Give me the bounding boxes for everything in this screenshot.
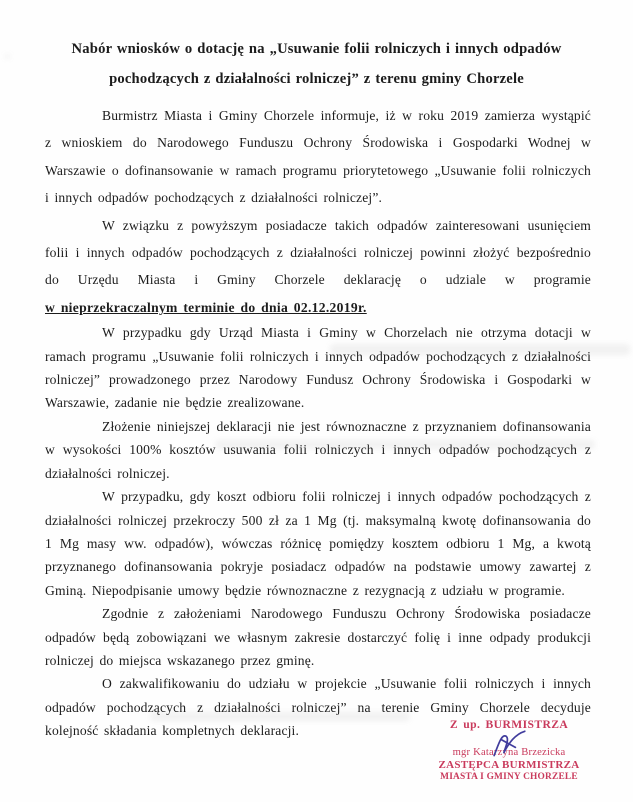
page-title-line-1: Nabór wniosków o dotację na „Usuwanie folii rolniczych i innych odpadów: [71, 41, 562, 57]
page-title: [40, 34, 593, 94]
paragraph-no-guarantee: Złożenie niniejszej deklaracji nie jest równoznaczne z przyznaniem dofinansowania w wysokości 100% kosztów usuwania folii rolniczych i innych odpadów pochodzących z działalności rolniczej.: [45, 418, 591, 481]
handwritten-signature-icon: [487, 728, 532, 760]
document-body-top: [45, 102, 591, 321]
signature-name: mgr Katarzyna Brzezicka: [452, 746, 566, 758]
paragraph-qualification-order: O zakwalifikowaniu do udziału w projekcie „Usuwanie folii rolniczych i innych odpadów pochodzących z działalności rolniczej” na terenie Gminy Chorzele decyduje kolejność składania kompletnych deklaracji.: [45, 676, 591, 739]
document-body-bottom: [45, 321, 591, 742]
signature-role-title: ZASTĘPCA BURMISTRZA: [438, 759, 580, 772]
paragraph-cost-over-limit: W przypadku, gdy koszt odbioru folii rolniczej i innych odpadów pochodzących z działalności rolniczej przekroczy 500 zł za 1 Mg (tj. maksymalną kwotę dofinansowania do 1 Mg masy ww. odpadów), wówczas różnicę pomiędzy kosztem odbioru 1 Mg, a kwotą przyznanego dofinansowania pokryje posiadacz odpadów na podstawie umowy zawartej z Gminą. Niepodpisanie umowy będzie równoznaczne z rezygnacją z udziału w programie.: [45, 489, 591, 598]
page-title-line-2: pochodzących z działalności rolniczej” z terenu gminy Chorzele: [109, 71, 524, 87]
paragraph-no-grant: W przypadku gdy Urząd Miasta i Gminy w Chorzelach nie otrzyma dotacji w ramach programu „Usuwanie folii rolniczych i innych odpadów pochodzących z działalności rolniczej” prowadzonego przez Narodowy Fundusz Ochrony Środowiska i Gospodarki w Warszawie, zadanie nie będzie zrealizowane.: [45, 325, 591, 411]
signature-authorization: Z up. BURMISTRZA: [449, 718, 569, 731]
scan-speck: [5, 54, 10, 59]
deadline-emphasis: w nieprzekraczalnym terminie do dnia 02.12.2019r.: [45, 299, 367, 315]
signature-stamp-block: [430, 719, 588, 783]
paragraph-delivery-obligation: Zgodnie z założeniami Narodowego Funduszu Ochrony Środowiska posiadacze odpadów będą zobowiązani we własnym zakresie dostarczyć folię i inne odpady produkcji rolniczej do miejsca wskazanego przez gminę.: [45, 606, 591, 668]
paragraph-intro: Burmistrz Miasta i Gminy Chorzele informuje, iż w roku 2019 zamierza wystąpić z wnioskiem do Narodowego Funduszu Ochrony Środowiska i Gospodarki Wodnej w Warszawie o dofinansowanie w ramach programu priorytetowego „Usuwanie folii rolniczych i innych odpadów pochodzących z działalności rolniczej”.: [45, 108, 591, 206]
paragraph-declaration-text: W związku z powyższym posiadacze takich odpadów zainteresowani usunięciem folii i innych odpadów pochodzących z działalności rolniczej powinni złożyć bezpośrednio do Urzędu Miasta i Gminy Chorzele deklarację o udziale w programie: [45, 217, 591, 288]
paragraph-declaration: [45, 212, 591, 322]
signature-stroke: [492, 731, 527, 755]
signature-organization: MIASTA I GMINY CHORZELE: [440, 772, 578, 783]
